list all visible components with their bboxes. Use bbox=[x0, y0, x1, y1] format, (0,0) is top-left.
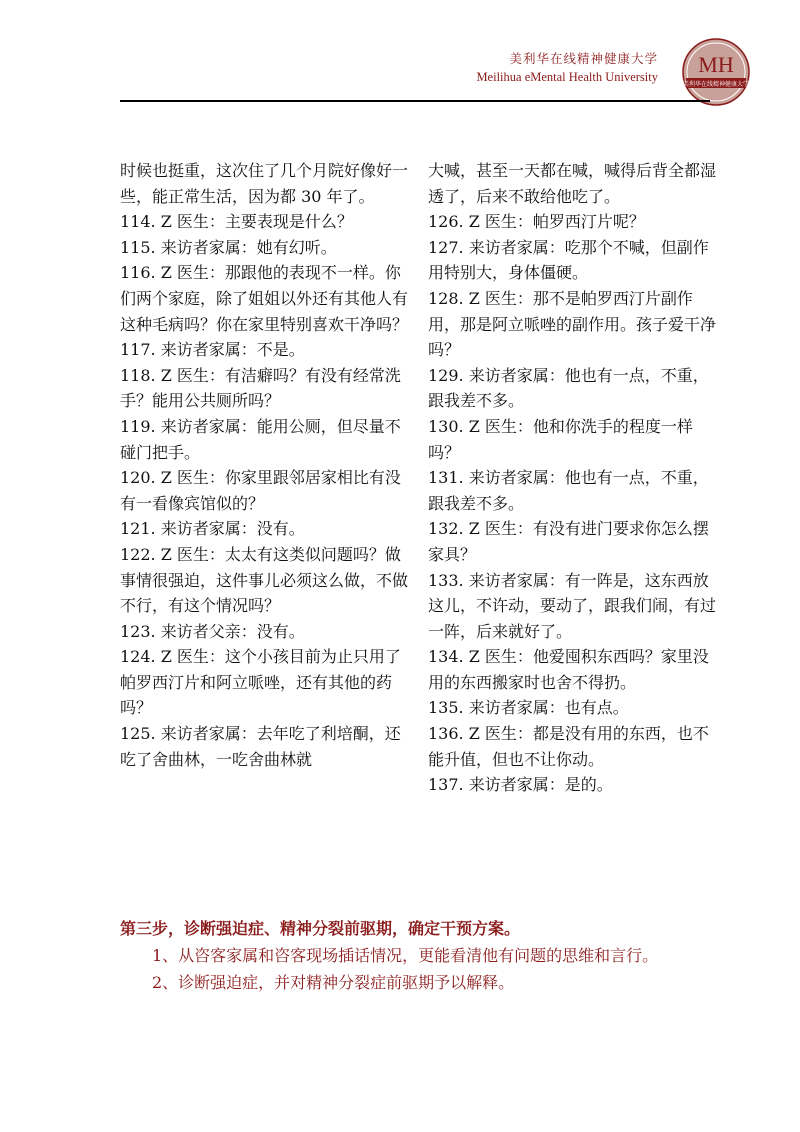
dialogue-line: 114. Z 医生：主要表现是什么？ bbox=[120, 212, 353, 232]
dialogue-line: 133. 来访者家属：有一阵是，这东西放这儿，不许动，要动了，跟我们闹，有过一阵，后来就好了。 bbox=[428, 570, 717, 641]
university-name-en: Meilihua eMental Health University bbox=[476, 70, 658, 84]
dialogue-line: 127. 来访者家属：吃那个不喊，但副作用特别大，身体僵硬。 bbox=[428, 237, 709, 283]
section-title: 第三步，诊断强迫症、精神分裂前驱期，确定干预方案。 bbox=[120, 919, 521, 938]
dialogue-line: 122. Z 医生：太太有这类似问题吗？做事情很强迫，这件事儿必须这么做，不做不行，有这个情况吗？ bbox=[120, 544, 409, 616]
university-logo bbox=[682, 38, 750, 106]
dialogue-line: 135. 来访者家属：也有点。 bbox=[428, 698, 629, 718]
dialogue-line: 117. 来访者家属：不是。 bbox=[120, 340, 305, 360]
dialogue-line: 123. 来访者父亲：没有。 bbox=[120, 621, 305, 641]
dialogue-line: 137. 来访者家属：是的。 bbox=[428, 775, 613, 795]
logo-subtext: 美利华在线精神健康大学 bbox=[682, 81, 750, 88]
dialogue-right-column bbox=[428, 158, 718, 798]
dialogue-line: 128. Z 医生：那不是帕罗西汀片副作用，那是阿立哌唑的副作用。孩子爱干净吗？ bbox=[428, 288, 717, 360]
dialogue-line: 132. Z 医生：有没有进门要求你怎么摆家具？ bbox=[428, 519, 709, 564]
dialogue-line: 129. 来访者家属：他也有一点，不重，跟我差不多。 bbox=[428, 365, 709, 411]
dialogue-line: 116. Z 医生：那跟他的表现不一样。你们两个家庭，除了姐姐以外还有其他人有这种毛病吗？你在家里特别喜欢干净吗？ bbox=[120, 263, 409, 334]
university-name-cn: 美利华在线精神健康大学 bbox=[509, 51, 658, 66]
dialogue-line: 120. Z 医生：你家里跟邻居家相比有没有一看像宾馆似的？ bbox=[120, 468, 401, 513]
header-divider bbox=[120, 100, 710, 102]
dialogue-line: 136. Z 医生：都是没有用的东西，也不能升值，但也不让你动。 bbox=[428, 724, 709, 769]
dialogue-line: 124. Z 医生：这个小孩目前为止只用了帕罗西汀片和阿立哌唑，还有其他的药吗？ bbox=[120, 647, 401, 718]
dialogue-line: 时候也挺重，这次住了几个月院好像好一些，能正常生活，因为都 30 年了。 bbox=[120, 161, 409, 206]
logo-letters: MH bbox=[698, 52, 734, 77]
dialogue-line: 119. 来访者家属：能用公厕，但尽量不碰门把手。 bbox=[120, 416, 401, 462]
dialogue-line: 134. Z 医生：他爱囤积东西吗？家里没用的东西搬家时也舍不得扔。 bbox=[428, 647, 709, 692]
dialogue-line: 125. 来访者家属：去年吃了利培酮，还吃了舍曲林，一吃舍曲林就 bbox=[120, 724, 401, 769]
dialogue-line: 130. Z 医生：他和你洗手的程度一样吗？ bbox=[428, 416, 693, 462]
step-three-section bbox=[120, 915, 720, 996]
dialogue-line: 大喊，甚至一天都在喊，喊得后背全都湿透了，后来不敢给他吃了。 bbox=[428, 161, 717, 206]
dialogue-left-column bbox=[120, 158, 410, 772]
header-text bbox=[476, 50, 658, 86]
section-item: 1、从咨客家属和咨客现场插话情况，更能看清他有问题的思维和言行。 bbox=[152, 946, 659, 965]
dialogue-line: 121. 来访者家属：没有。 bbox=[120, 519, 305, 539]
dialogue-line: 131. 来访者家属：他也有一点，不重，跟我差不多。 bbox=[428, 468, 709, 513]
dialogue-line: 126. Z 医生：帕罗西汀片呢？ bbox=[428, 212, 645, 232]
dialogue-line: 115. 来访者家属：她有幻听。 bbox=[120, 237, 337, 257]
dialogue-line: 118. Z 医生：有洁癖吗？有没有经常洗手？能用公共厕所吗？ bbox=[120, 365, 401, 411]
section-item: 2、诊断强迫症，并对精神分裂症前驱期予以解释。 bbox=[152, 973, 515, 992]
